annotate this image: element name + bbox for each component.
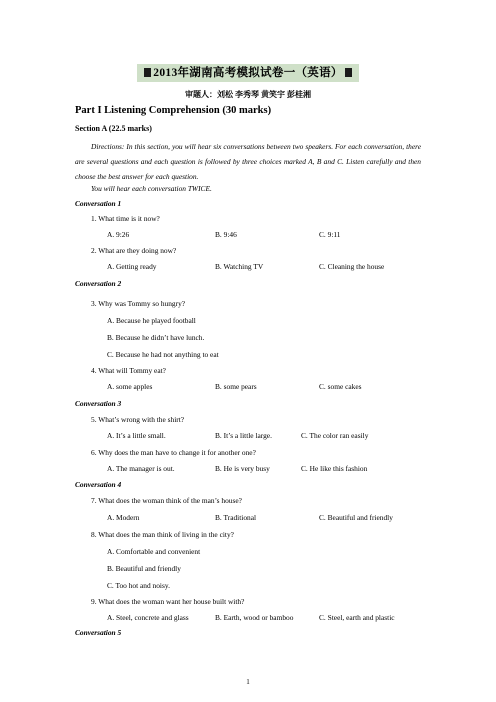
option-b: B. It’s a little large. (215, 431, 272, 440)
section-heading: Section A (22.5 marks) (75, 124, 152, 133)
option-a: A. The manager is out. (107, 464, 175, 473)
conversation-heading: Conversation 3 (75, 399, 122, 408)
question: 7. What does the woman think of the man’s house? (91, 496, 242, 505)
page-title: 2013年湖南高考模拟试卷一（英语） (153, 67, 343, 79)
question: 8. What does the man think of living in the city? (91, 530, 234, 539)
page-number: 1 (246, 678, 250, 686)
question: 4. What will Tommy eat? (91, 366, 166, 375)
reviewers-line: 审题人：刘松 李秀琴 黄笑宇 彭桂湘 (185, 90, 311, 99)
option-b: B. Traditional (215, 513, 257, 522)
option-a: A. It’s a little small. (107, 431, 166, 440)
conversation-heading: Conversation 4 (75, 480, 122, 489)
option-c: C. He like this fashion (301, 464, 368, 473)
title-banner (137, 64, 359, 82)
question: 6. Why does the man have to change it for another one? (91, 448, 256, 457)
directions-paragraph: Directions: In this section, you will hear six conversations between two speakers. For each conversation, there are several questions and each question is followed by three choices marked A, B and C. Listen carefully and then choose the best answer for each question. (75, 142, 421, 181)
question: 2. What are they doing now? (91, 246, 177, 255)
option-a: A. 9:26 (107, 230, 130, 239)
part-heading: Part I Listening Comprehension (30 marks) (75, 105, 272, 116)
option-b: B. Because he didn’t have lunch. (107, 333, 205, 342)
option-c: C. Cleaning the house (319, 262, 385, 271)
question: 3. Why was Tommy so hungry? (91, 299, 186, 308)
option-c: C. Steel, earth and plastic (319, 613, 395, 622)
option-b: B. Beautiful and friendly (107, 564, 181, 573)
option-a: A. Getting ready (107, 262, 157, 271)
option-a: A. Modern (107, 513, 140, 522)
conversation-heading: Conversation 1 (75, 199, 122, 208)
option-c: C. Because he had not anything to eat (107, 350, 219, 359)
option-b: B. He is very busy (215, 464, 270, 473)
option-a: A. Steel, concrete and glass (107, 613, 189, 622)
conversation-heading: Conversation 5 (75, 628, 122, 637)
option-c: C. some cakes (319, 382, 362, 391)
option-b: B. 9:46 (215, 230, 237, 239)
option-c: C. The color ran easily (301, 431, 369, 440)
option-c: C. 9:11 (319, 230, 341, 239)
option-a: A. some apples (107, 382, 153, 391)
question: 1. What time is it now? (91, 214, 160, 223)
option-b: B. Watching TV (215, 262, 264, 271)
question: 5. What’s wrong with the shirt? (91, 415, 185, 424)
conversation-heading: Conversation 2 (75, 279, 122, 288)
option-a: A. Because he played football (107, 316, 196, 325)
option-b: B. some pears (215, 382, 257, 391)
twice-note: You will hear each conversation TWICE. (91, 184, 212, 193)
question: 9. What does the woman want her house built with? (91, 597, 245, 606)
option-a: A. Comfortable and convenient (107, 547, 201, 556)
option-b: B. Earth, wood or bamboo (215, 613, 294, 622)
option-c: C. Beautiful and friendly (319, 513, 393, 522)
option-c: C. Too hot and noisy. (107, 581, 170, 590)
